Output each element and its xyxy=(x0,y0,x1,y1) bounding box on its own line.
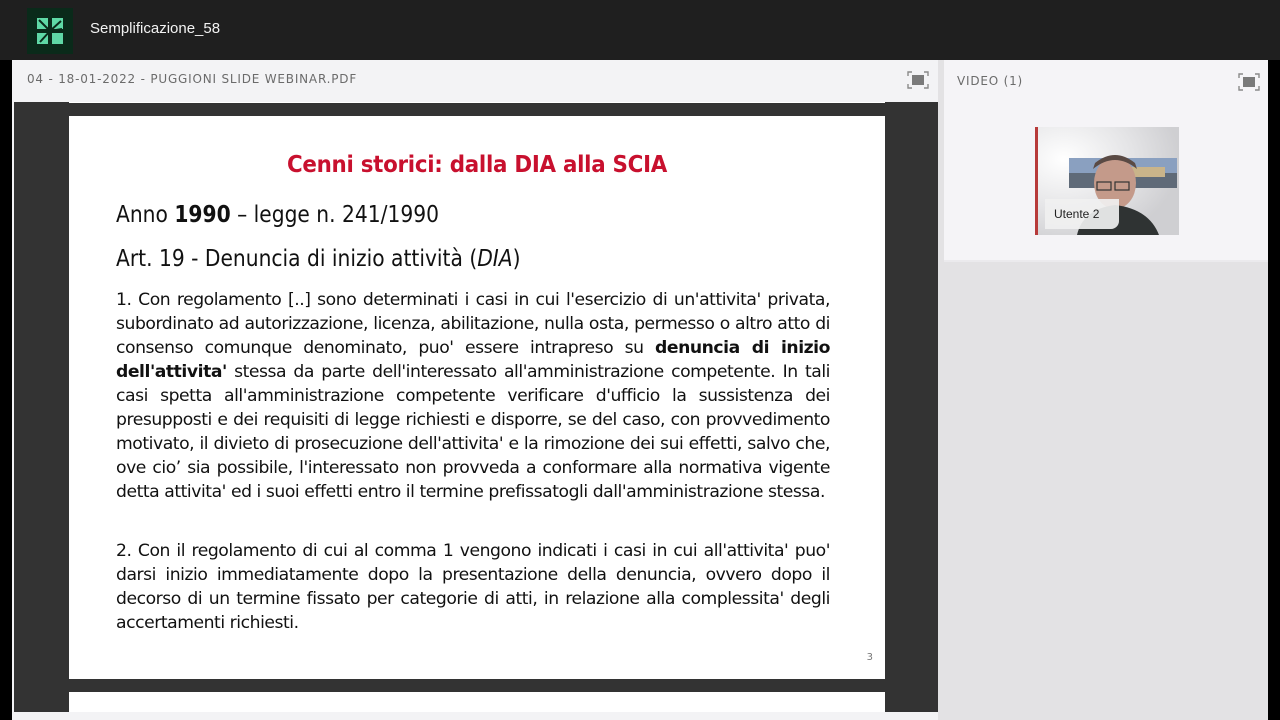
slide-article-line xyxy=(116,246,521,272)
law-reference: – legge n. 241/1990 xyxy=(230,202,439,228)
previous-page-edge xyxy=(69,102,885,103)
document-title: 04 - 18-01-2022 - PUGGIONI SLIDE WEBINAR.PDF xyxy=(27,72,358,86)
paragraph-1-text-b: stessa da parte dell'interessato all'amministrazione competente. In tali casi spetta all'amministrazione competente verificare d'ufficio la sussistenza dei presupposti e dei requisiti di legge richiesti e disporre, se del caso, con provvedimento motivato, il divieto di prosecuzione dell'attivita' e la rimozione dei sui effetti, salvo che, ove cio’ sia possibile, l'interessato non provveda a conformare alla normativa vigente detta attivita' ed i suoi effetti entro il termine prefissatogli dall'amministrazione stessa. xyxy=(116,362,830,502)
share-pod xyxy=(12,60,938,720)
share-pod-header xyxy=(12,60,938,100)
slide-year-line xyxy=(116,202,439,228)
video-pod-divider xyxy=(944,260,1268,262)
meeting-stage xyxy=(12,60,1268,720)
article-prefix: Art. 19 - Denuncia di inizio attività ( xyxy=(116,246,478,272)
fullscreen-icon[interactable] xyxy=(907,71,929,89)
article-acronym: DIA xyxy=(477,246,513,272)
app-header xyxy=(0,0,1280,60)
paragraph-1-text-a: 1. Con regolamento [..] sono determinati i casi in cui l'esercizio di un'attivita' privata, subordinato ad autorizzazione, licenza, abilitazione, nulla osta, permesso o altro atto di consenso comunque denominato, puo' essere intrapreso su xyxy=(116,290,830,358)
page-number: 3 xyxy=(866,652,873,663)
slide-title: Cenni storici: dalla DIA alla SCIA xyxy=(286,152,668,178)
document-viewport[interactable] xyxy=(14,102,938,712)
paragraph-1-bold: denuncia di inizio dell'attivita' xyxy=(116,338,830,382)
webcam-feed[interactable] xyxy=(1035,127,1179,235)
next-page-edge xyxy=(69,692,885,712)
adobe-connect-logo-icon xyxy=(27,8,73,54)
window-edge xyxy=(1268,60,1280,720)
year-prefix: Anno xyxy=(116,202,175,228)
slide-paragraph-2: 2. Con il regolamento di cui al comma 1 vengono indicati i casi in cui all'attivita' puo' darsi inizio immediatamente dopo la presentazione della denuncia, ovvero dopo il decorso di un termine fissato per categorie di atti, in relazione alla complessita' degli accertamenti richiesti. xyxy=(116,541,830,633)
video-pod xyxy=(944,60,1268,260)
article-suffix: ) xyxy=(512,246,521,272)
year-value: 1990 xyxy=(174,202,231,228)
fullscreen-icon[interactable] xyxy=(1238,73,1260,91)
slide-paragraph-1 xyxy=(116,288,830,504)
meeting-title: Semplificazione_58 xyxy=(90,20,221,37)
slide-page xyxy=(69,116,885,679)
participant-name-label: Utente 2 xyxy=(1045,199,1119,229)
video-pod-title: VIDEO (1) xyxy=(957,74,1024,88)
